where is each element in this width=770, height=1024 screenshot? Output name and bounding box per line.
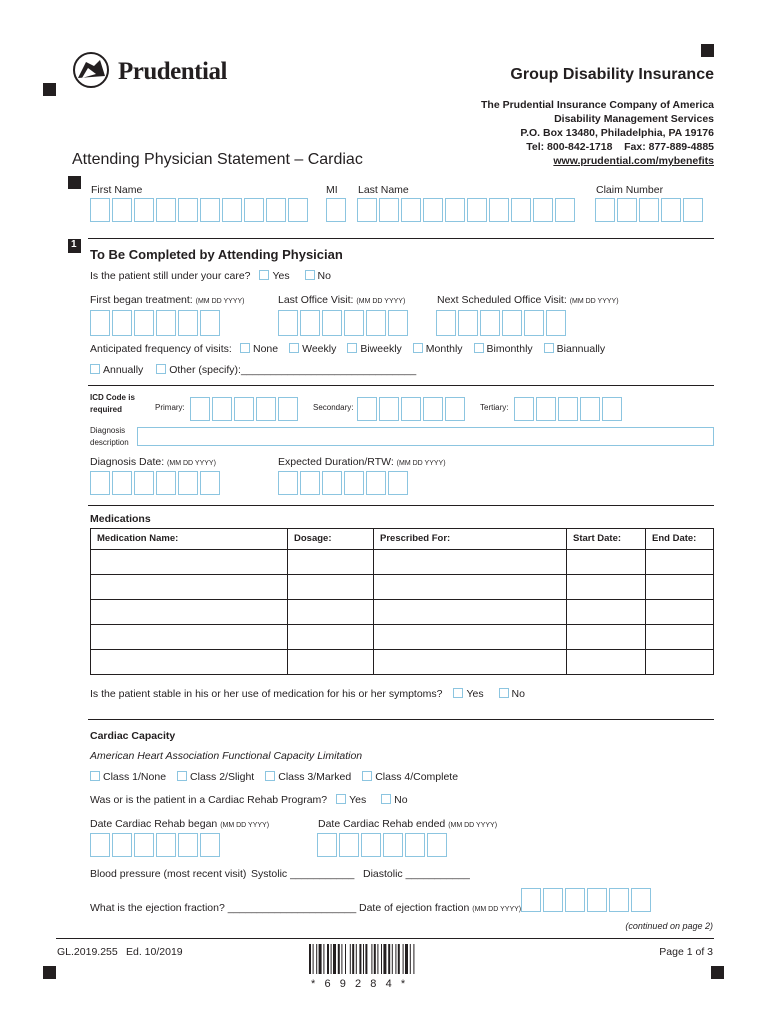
frequency-option: None <box>240 343 278 355</box>
char-box[interactable] <box>587 888 607 912</box>
char-box[interactable] <box>489 198 509 222</box>
char-box[interactable] <box>134 310 154 336</box>
frequency-label: Anticipated frequency of visits: <box>90 343 232 355</box>
form-title: Attending Physician Statement – Cardiac <box>72 151 363 168</box>
char-box[interactable] <box>502 310 522 336</box>
col-start-date: Start Date: <box>567 529 646 550</box>
char-box[interactable] <box>234 397 254 421</box>
barcode-bar <box>365 944 367 974</box>
barcode-bar <box>413 944 414 974</box>
claim-number-label: Claim Number <box>596 184 664 196</box>
divider <box>88 238 714 239</box>
char-box[interactable] <box>427 833 447 857</box>
last-name-label: Last Name <box>358 184 409 196</box>
table-cell[interactable] <box>567 625 646 650</box>
last-visit-label: Last Office Visit: (MM DD YYYY) <box>278 294 406 306</box>
barcode-bar <box>403 944 404 974</box>
edition: Ed. 10/2019 <box>126 946 183 958</box>
claim-number-field[interactable] <box>595 198 705 222</box>
char-box[interactable] <box>401 397 421 421</box>
char-box[interactable] <box>405 833 425 857</box>
registration-mark <box>43 966 56 979</box>
table-cell[interactable] <box>288 550 374 575</box>
frequency-checkbox[interactable] <box>544 343 554 353</box>
brand-name: Prudential <box>118 58 227 85</box>
char-box[interactable] <box>366 471 386 495</box>
char-box[interactable] <box>383 833 403 857</box>
class-options <box>90 771 469 783</box>
medications-table <box>90 528 714 675</box>
char-box[interactable] <box>661 198 681 222</box>
last-visit-date-field[interactable] <box>278 310 410 336</box>
char-box[interactable] <box>565 888 585 912</box>
frequency-checkbox[interactable] <box>289 343 299 353</box>
col-end-date: End Date: <box>646 529 714 550</box>
barcode-bar <box>331 944 332 974</box>
table-cell[interactable] <box>91 625 288 650</box>
char-box[interactable] <box>134 198 154 222</box>
char-box[interactable] <box>366 310 386 336</box>
class-checkbox[interactable] <box>177 771 187 781</box>
barcode-bar <box>309 944 311 974</box>
barcode-bar <box>377 944 378 974</box>
char-box[interactable] <box>90 310 110 336</box>
prudential-logo <box>72 50 227 93</box>
ef-date-label: Date of ejection fraction (MM DD YYYY) <box>359 902 522 914</box>
char-box[interactable] <box>178 198 198 222</box>
stable-question: Is the patient stable in his or her use of medication for his or her symptoms? Yes No <box>90 688 525 700</box>
registration-mark <box>711 966 724 979</box>
frequency-options <box>240 343 616 355</box>
rehab-ended-date-field[interactable] <box>317 833 449 857</box>
table-row <box>91 625 714 650</box>
secondary-label: Secondary: <box>313 403 354 412</box>
char-box[interactable] <box>190 397 210 421</box>
table-row <box>91 575 714 600</box>
frequency-option: Monthly <box>413 343 463 355</box>
char-box[interactable] <box>609 888 629 912</box>
frequency-checkbox[interactable] <box>240 343 250 353</box>
rehab-ended-label: Date Cardiac Rehab ended (MM DD YYYY) <box>318 818 498 830</box>
char-box[interactable] <box>112 833 132 857</box>
class-checkbox[interactable] <box>362 771 372 781</box>
table-cell[interactable] <box>91 600 288 625</box>
table-cell[interactable] <box>374 650 567 675</box>
diastolic-field[interactable]: Diastolic ___________ <box>363 868 470 880</box>
char-box[interactable] <box>480 310 500 336</box>
char-box[interactable] <box>555 198 575 222</box>
rehab-no-checkbox[interactable] <box>381 794 391 804</box>
barcode-bar <box>398 944 400 974</box>
table-row <box>91 650 714 675</box>
char-box[interactable] <box>546 310 566 336</box>
next-visit-label: Next Scheduled Office Visit: (MM DD YYYY) <box>437 294 619 306</box>
mi-label: MI <box>326 184 338 196</box>
char-box[interactable] <box>580 397 600 421</box>
website-link[interactable]: www.prudential.com/mybenefits <box>553 155 714 167</box>
char-box[interactable] <box>90 833 110 857</box>
barcode-bar <box>316 944 317 974</box>
char-box[interactable] <box>278 310 298 336</box>
table-cell[interactable] <box>374 575 567 600</box>
table-row <box>91 600 714 625</box>
diagnosis-date-field[interactable] <box>90 471 222 495</box>
expected-duration-field[interactable] <box>278 471 410 495</box>
char-box[interactable] <box>511 198 531 222</box>
char-box[interactable] <box>200 310 220 336</box>
diagnosis-description-field[interactable] <box>137 427 714 446</box>
rehab-began-date-field[interactable] <box>90 833 222 857</box>
char-box[interactable] <box>322 471 342 495</box>
barcode-bar <box>395 944 396 974</box>
char-box[interactable] <box>222 198 242 222</box>
barcode-bar <box>338 944 340 974</box>
char-box[interactable] <box>288 198 308 222</box>
char-box[interactable] <box>445 198 465 222</box>
barcode-bar <box>392 944 393 974</box>
char-box[interactable] <box>300 471 320 495</box>
barcode-bar <box>383 944 386 974</box>
barcode-bar <box>352 944 354 974</box>
char-box[interactable] <box>90 198 110 222</box>
first-began-label: First began treatment: (MM DD YYYY) <box>90 294 245 306</box>
table-cell[interactable] <box>374 600 567 625</box>
char-box[interactable] <box>200 833 220 857</box>
stable-no-checkbox[interactable] <box>499 688 509 698</box>
table-cell[interactable] <box>374 550 567 575</box>
rehab-question: Was or is the patient in a Cardiac Rehab Program? Yes No <box>90 794 408 806</box>
col-dosage: Dosage: <box>288 529 374 550</box>
registration-mark <box>43 83 56 96</box>
first-began-date-field[interactable] <box>90 310 222 336</box>
section-number-badge: 1 <box>68 239 81 253</box>
char-box[interactable] <box>317 833 337 857</box>
char-box[interactable] <box>357 198 377 222</box>
frequency-option: Bimonthly <box>474 343 533 355</box>
under-care-no-checkbox[interactable] <box>305 270 315 280</box>
barcode-bar <box>410 944 411 974</box>
char-box[interactable] <box>467 198 487 222</box>
char-box[interactable] <box>244 198 264 222</box>
char-box[interactable] <box>90 471 110 495</box>
table-cell[interactable] <box>567 575 646 600</box>
char-box[interactable] <box>595 198 615 222</box>
char-box[interactable] <box>533 198 553 222</box>
char-box[interactable] <box>212 397 232 421</box>
table-cell[interactable] <box>288 650 374 675</box>
table-cell[interactable] <box>646 625 714 650</box>
frequency-option: Biannually <box>544 343 605 355</box>
registration-mark <box>701 44 714 57</box>
char-box[interactable] <box>178 833 198 857</box>
char-box[interactable] <box>683 198 703 222</box>
char-box[interactable] <box>388 471 408 495</box>
char-box[interactable] <box>639 198 659 222</box>
table-cell[interactable] <box>567 650 646 675</box>
char-box[interactable] <box>266 198 286 222</box>
primary-icd-field[interactable] <box>190 397 300 421</box>
barcode-bar <box>363 944 364 974</box>
table-cell[interactable] <box>646 550 714 575</box>
annually-checkbox[interactable] <box>90 364 100 374</box>
registration-mark <box>68 176 81 189</box>
barcode-bar <box>333 944 336 974</box>
class-option: Class 3/Marked <box>265 771 351 783</box>
char-box[interactable] <box>521 888 541 912</box>
department: Disability Management Services <box>554 113 714 125</box>
char-box[interactable] <box>200 198 220 222</box>
tertiary-label: Tertiary: <box>480 403 509 412</box>
char-box[interactable] <box>445 397 465 421</box>
ejection-fraction-field[interactable]: What is the ejection fraction? ______________________ <box>90 902 357 914</box>
table-cell[interactable] <box>646 650 714 675</box>
barcode <box>309 944 452 977</box>
last-name-field[interactable] <box>357 198 577 222</box>
barcode-bars <box>309 944 452 974</box>
address: P.O. Box 13480, Philadelphia, PA 19176 <box>520 127 714 139</box>
char-box[interactable] <box>423 397 443 421</box>
under-care-question: Is the patient still under your care? Yes No <box>90 270 331 282</box>
char-box[interactable] <box>134 833 154 857</box>
frequency-option: Weekly <box>289 343 336 355</box>
col-prescribed-for: Prescribed For: <box>374 529 567 550</box>
mi-field[interactable] <box>326 198 348 222</box>
icd-required-label: ICD Code is required <box>90 393 135 414</box>
char-box[interactable] <box>156 198 176 222</box>
barcode-bar <box>319 944 322 974</box>
next-visit-date-field[interactable] <box>436 310 568 336</box>
table-cell[interactable] <box>288 600 374 625</box>
barcode-bar <box>388 944 390 974</box>
char-box[interactable] <box>379 397 399 421</box>
char-box[interactable] <box>300 310 320 336</box>
char-box[interactable] <box>322 310 342 336</box>
char-box[interactable] <box>278 397 298 421</box>
divider <box>88 505 714 506</box>
char-box[interactable] <box>344 471 364 495</box>
char-box[interactable] <box>178 310 198 336</box>
char-box[interactable] <box>524 310 544 336</box>
other-checkbox[interactable] <box>156 364 166 374</box>
char-box[interactable] <box>458 310 478 336</box>
char-box[interactable] <box>256 397 276 421</box>
class-option: Class 1/None <box>90 771 166 783</box>
char-box[interactable] <box>423 198 443 222</box>
barcode-bar <box>371 944 372 974</box>
form-id: GL.2019.255 <box>57 946 118 958</box>
col-medication-name: Medication Name: <box>91 529 288 550</box>
barcode-text: * 6 9 2 8 4 * <box>311 978 406 990</box>
class-checkbox[interactable] <box>90 771 100 781</box>
char-box[interactable] <box>543 888 563 912</box>
char-box[interactable] <box>514 397 534 421</box>
barcode-bar <box>341 944 342 974</box>
table-cell[interactable] <box>646 575 714 600</box>
table-cell[interactable] <box>567 550 646 575</box>
char-box[interactable] <box>112 198 132 222</box>
cardiac-capacity-title: Cardiac Capacity <box>90 730 176 742</box>
medications-title: Medications <box>90 513 151 525</box>
primary-label: Primary: <box>155 403 185 412</box>
table-cell[interactable] <box>91 650 288 675</box>
char-box[interactable] <box>388 310 408 336</box>
char-box[interactable] <box>134 471 154 495</box>
systolic-field[interactable]: Systolic ___________ <box>251 868 355 880</box>
barcode-bar <box>359 944 361 974</box>
divider <box>56 938 714 939</box>
char-box[interactable] <box>379 198 399 222</box>
divider <box>88 385 714 386</box>
table-cell[interactable] <box>288 625 374 650</box>
barcode-bar <box>350 944 351 974</box>
diagnosis-description-label: Diagnosis description <box>90 426 129 447</box>
stable-yes-checkbox[interactable] <box>453 688 463 698</box>
char-box[interactable] <box>112 471 132 495</box>
char-box[interactable] <box>401 198 421 222</box>
class-option: Class 4/Complete <box>362 771 458 783</box>
blood-pressure-label: Blood pressure (most recent visit) <box>90 868 247 880</box>
barcode-bar <box>405 944 408 974</box>
first-name-label: First Name <box>91 184 143 196</box>
frequency-checkbox[interactable] <box>474 343 484 353</box>
char-box[interactable] <box>631 888 651 912</box>
char-box[interactable] <box>617 198 637 222</box>
section-title: To Be Completed by Attending Physician <box>90 247 343 262</box>
annually-option: Annually Other (specify):______________________________ <box>90 364 416 376</box>
table-cell[interactable] <box>567 600 646 625</box>
barcode-bar <box>323 944 324 974</box>
char-box[interactable] <box>339 833 359 857</box>
char-box[interactable] <box>558 397 578 421</box>
divider <box>88 719 714 720</box>
char-box[interactable] <box>156 471 176 495</box>
product-title: Group Disability Insurance <box>510 66 714 83</box>
table-cell[interactable] <box>288 575 374 600</box>
char-box[interactable] <box>344 310 364 336</box>
char-box[interactable] <box>361 833 381 857</box>
rehab-began-label: Date Cardiac Rehab began (MM DD YYYY) <box>90 818 270 830</box>
class-option: Class 2/Slight <box>177 771 254 783</box>
tertiary-icd-field[interactable] <box>514 397 624 421</box>
frequency-checkbox[interactable] <box>347 343 357 353</box>
diagnosis-date-label: Diagnosis Date: (MM DD YYYY) <box>90 456 216 468</box>
char-box[interactable] <box>178 471 198 495</box>
char-box[interactable] <box>156 310 176 336</box>
frequency-checkbox[interactable] <box>413 343 423 353</box>
barcode-bar <box>381 944 382 974</box>
rock-icon <box>72 50 110 90</box>
table-cell[interactable] <box>646 600 714 625</box>
barcode-bar <box>356 944 357 974</box>
table-row <box>91 550 714 575</box>
char-box[interactable] <box>112 310 132 336</box>
char-box[interactable] <box>602 397 622 421</box>
aha-label: American Heart Association Functional Capacity Limitation <box>90 750 363 762</box>
barcode-bar <box>313 944 314 974</box>
table-cell[interactable] <box>91 575 288 600</box>
table-cell[interactable] <box>374 625 567 650</box>
secondary-icd-field[interactable] <box>357 397 467 421</box>
under-care-yes-checkbox[interactable] <box>259 270 269 280</box>
rehab-yes-checkbox[interactable] <box>336 794 346 804</box>
char-box[interactable] <box>200 471 220 495</box>
barcode-bar <box>374 944 376 974</box>
page-number: Page 1 of 3 <box>659 946 713 958</box>
frequency-option: Biweekly <box>347 343 401 355</box>
ef-date-field[interactable] <box>521 888 653 912</box>
class-checkbox[interactable] <box>265 771 275 781</box>
first-name-field[interactable] <box>90 198 310 222</box>
company-name: The Prudential Insurance Company of America <box>481 99 714 111</box>
char-box[interactable] <box>278 471 298 495</box>
barcode-bar <box>345 944 346 974</box>
table-cell[interactable] <box>91 550 288 575</box>
char-box[interactable] <box>436 310 456 336</box>
char-box[interactable] <box>357 397 377 421</box>
char-box[interactable] <box>326 198 346 222</box>
expected-duration-label: Expected Duration/RTW: (MM DD YYYY) <box>278 456 446 468</box>
continued-note: (continued on page 2) <box>625 921 713 931</box>
phone-fax: Tel: 800-842-1718 Fax: 877-889-4885 <box>526 141 714 153</box>
barcode-bar <box>327 944 329 974</box>
char-box[interactable] <box>536 397 556 421</box>
char-box[interactable] <box>156 833 176 857</box>
